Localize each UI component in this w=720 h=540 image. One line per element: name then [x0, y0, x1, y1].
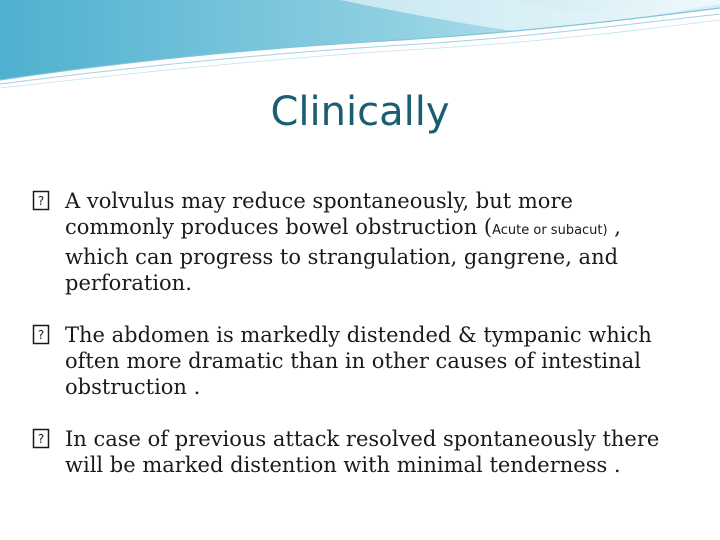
svg-text:?: ? — [37, 432, 45, 446]
bullet-text: In case of previous attack resolved spontaneously there will be marked distention with minimal tenderness . — [65, 427, 660, 477]
bullet-text: The abdomen is markedly distended & tympanic which often more dramatic than in other causes of intestinal obstruction . — [65, 323, 652, 399]
missing-glyph-icon — [32, 190, 50, 211]
bullet-small-text: Acute or subacut) — [492, 223, 608, 238]
missing-glyph-icon — [32, 428, 50, 449]
bullet-item — [32, 426, 672, 478]
bullet-text-part: , which can progress to strangulation, gangrene, and perforation. — [65, 215, 621, 295]
bullet-item — [32, 322, 672, 400]
bullet-list — [32, 188, 672, 504]
svg-text:?: ? — [37, 328, 45, 342]
slide-title-text: Clinically — [270, 89, 450, 135]
bullet-item — [32, 188, 672, 296]
svg-text:?: ? — [37, 194, 45, 208]
missing-glyph-icon — [32, 324, 50, 345]
bullet-text-part: A volvulus may reduce spontaneously, but more commonly produces bowel obstruction ( — [65, 189, 573, 239]
slide-title — [0, 88, 720, 136]
